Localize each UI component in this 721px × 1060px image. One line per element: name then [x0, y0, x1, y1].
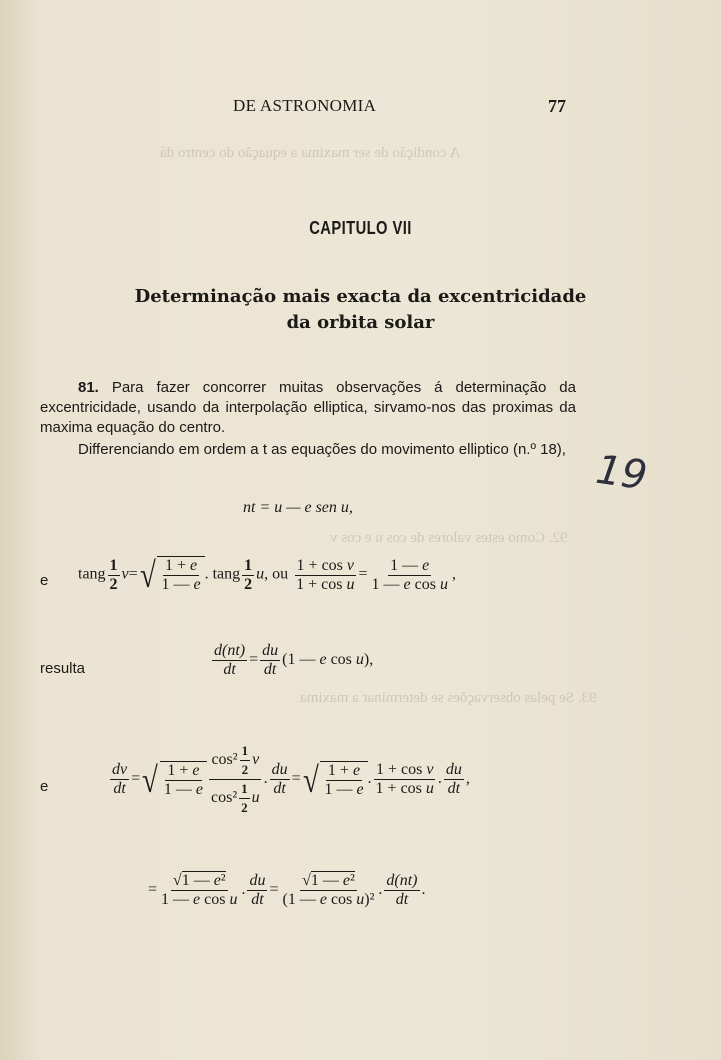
section-title	[40, 284, 681, 336]
show-through-text: A condição de ser maxima a equação do centro dá	[160, 145, 461, 161]
section-title-line: da orbita solar	[286, 312, 435, 333]
equation-label: resulta	[40, 660, 86, 677]
show-through-text: 93. Se pelas observações se determinar a maxima	[300, 690, 597, 706]
equation-label: e	[40, 572, 49, 589]
equation-kepler: nt = u — e sen u,	[243, 499, 353, 516]
running-title: DE ASTRONOMIA	[233, 96, 377, 115]
paragraph-number: 81.	[78, 379, 99, 396]
paragraph-81	[40, 378, 576, 438]
page-header	[0, 96, 721, 120]
handwritten-annotation: 19	[593, 446, 650, 500]
equation-final: = $\frac{\text{√1 — e²}}{\text{1 — e cos u}}$ . $\frac{du}{dt}$ = $\frac{\text{√1 — e²}}{\text{(1 — e cos u)²}}$ . $\frac{d(nt)}{dt}$ .	[148, 872, 426, 908]
paragraph-text: Para fazer concorrer muitas observações á determinação da excentricidade, usando da interpolação elliptica, sirvamo-nos das proximas da maxima equação do centro.	[40, 379, 576, 436]
chapter-heading: CAPITULO VII	[309, 218, 412, 238]
equation-tangent: tang $\frac{1}{2}$ v= √ $\frac{1 + e}{1 — e}$ . tang $\frac{1}{2}$ u, ou $\frac{\text{1 + cos v}}{\text{1 + cos u}}$ = $\frac{1 — e}{\text{1 — e cos u}}$ ,	[78, 555, 456, 595]
equation-label: e	[40, 778, 49, 795]
equation-derivative: $\frac{d(nt)}{dt}$ = $\frac{du}{dt}$ (1 — e cos u),	[214, 642, 374, 678]
paragraph-differentiation: Differenciando em ordem a t as equações do movimento elliptico (n.º 18),	[78, 441, 566, 458]
equation-velocity: $\frac{dv}{dt}$ = √ $\frac{1 + e}{1 — e}$ cos² $\frac{1}{2}$ v cos² $\frac{1}{2}$ u . $\frac{du}{dt}$ = √ $\frac{1 + e}{1 — e}$ . $\frac{\text{1 + cos v}}{\text{1 + cos u}}$ . $\frac{du}{dt}$ ,	[112, 743, 470, 815]
section-title-line: Determinação mais exacta da excentricidade	[134, 286, 587, 307]
show-through-text: 92. Como estes valores de cos u e cos v	[330, 530, 568, 546]
page-number: 77	[548, 96, 566, 116]
